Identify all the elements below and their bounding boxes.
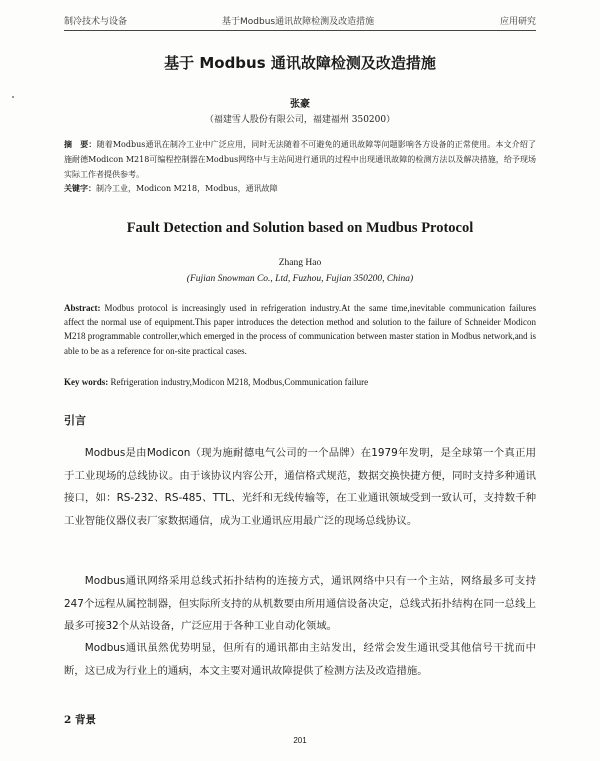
abstract-en-text: Modbus protocol is increasingly used in refrigeration industry.At the same time,inevitable communication failures affect the normal use of equipment.This paper introduces the detection method and solution to the failure of Schneider Modicon M218 programmable controller,which emerged in the process of communication between master station in Modbus network,and is able to be as a reference for on-site practical cases. xyxy=(64,303,536,356)
abstract-cn-text: 随着Modbus通讯在制冷工业中广泛应用，同时无法随着不可避免的通讯故障等问题影响各方设备的正常使用。本文介绍了施耐德Modicon M218可编程控制器在Modbus网络中与主站间进行通讯的过程中出现通讯故障的检测方法以及解决措施，给予现场实际工作者提供参考。 xyxy=(64,140,536,179)
margin-mark xyxy=(12,96,14,98)
keywords-en-label: Key words: xyxy=(64,377,109,387)
body-paragraph: Modbus通讯网络采用总线式拓扑结构的连接方式，通讯网络中只有一个主站，网络最多可支持247个远程从属控制器，但实际所支持的从机数要由所用通信设备决定，总线式拓扑结构在同一总线上最多可接32个从站设备，广泛应用于各种工业自动化领域。 xyxy=(64,575,536,633)
affiliation-en: (Fujian Snowman Co., Ltd, Fuzhou, Fujian 350200, China) xyxy=(186,274,414,284)
keywords-en xyxy=(64,377,536,387)
affiliation-cn: （福建雪人股份有限公司，福建福州 350200） xyxy=(204,115,396,125)
abstract-cn xyxy=(64,137,536,182)
keywords-cn xyxy=(64,183,536,194)
header-right: 应用研究 xyxy=(499,17,536,27)
page-number: 201 xyxy=(293,736,307,745)
header-left: 制冷技术与设备 xyxy=(64,17,128,27)
title-en: Fault Detection and Solution based on Mudbus Protocol xyxy=(126,220,474,236)
header-center: 基于Modbus通讯故障检测及改造措施 xyxy=(222,17,375,27)
author-en: Zhang Hao xyxy=(278,258,322,268)
body-paragraph: Modbus是由Modicon（现为施耐德电气公司的一个品牌）在1979年发明，是全球第一个真正用于工业现场的总线协议。由于该协议内容公开，通信格式规范，数据交换快捷方便，同时支持多种通讯接口，如：RS-232、RS-485、TTL、光纤和无线传输等，在工业通讯领域受到一致认可，支持数千种工业智能仪器仪表厂家数据通信，成为工业通讯应用最广泛的现场总线协议。 xyxy=(64,447,536,527)
body-paragraph: Modbus通讯虽然优势明显，但所有的通讯都由主站发出，经常会发生通讯受其他信号干扰而中断，这已成为行业上的通病，本文主要对通讯故障提供了检测方法及改造措施。 xyxy=(64,642,536,677)
keywords-cn-label: 关键字： xyxy=(64,183,96,193)
section-heading-intro: 引言 xyxy=(64,414,86,427)
author-cn: 张豪 xyxy=(290,99,310,110)
header-rule xyxy=(64,30,536,31)
section-heading-background: 2 背景 xyxy=(64,714,96,726)
keywords-en-text: Refrigeration industry,Modicon M218, Modbus,Communication failure xyxy=(110,377,369,387)
keywords-cn-text: 制冷工业，Modicon M218，Modbus，通讯故障 xyxy=(96,184,278,193)
abstract-cn-label: 摘 要： xyxy=(64,139,97,149)
abstract-en-label: Abstract: xyxy=(64,303,101,313)
abstract-en xyxy=(64,301,536,358)
title-cn: 基于 Modbus 通讯故障检测及改造措施 xyxy=(164,54,436,72)
